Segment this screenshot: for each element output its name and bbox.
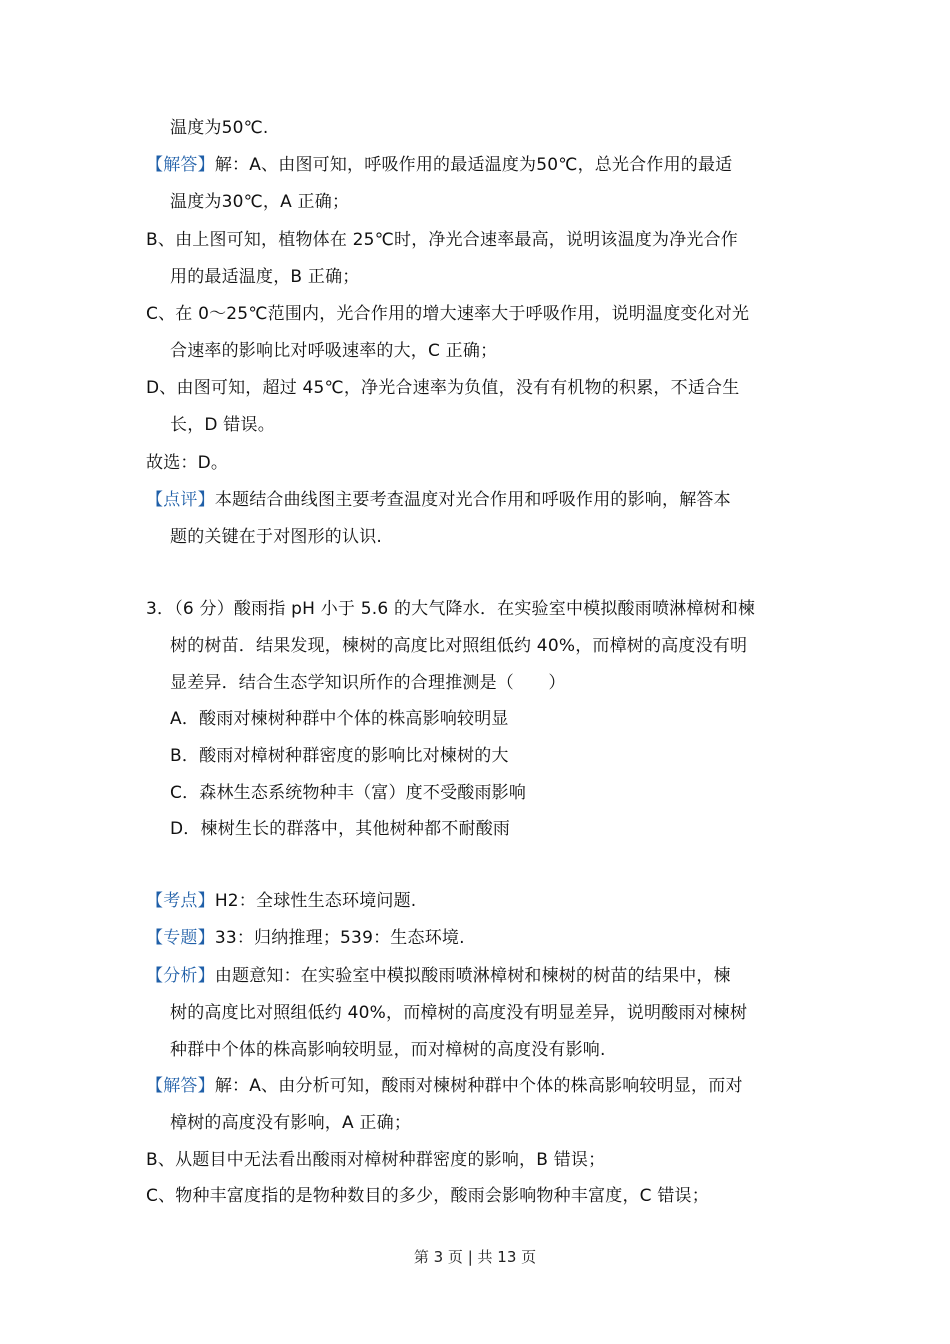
question-3-line-1: 3．（6 分）酸雨指 pH 小于 5.6 的大气降水．在实验室中模拟酸雨喷淋樟树和楝 xyxy=(146,599,756,619)
option-c: C．森林生态系统物种丰（富）度不受酸雨影响 xyxy=(170,783,527,803)
prev-answer-line-2: 温度为30℃，A 正确； xyxy=(170,192,350,212)
kaodian-text: H2：全球性生态环境问题. xyxy=(214,891,417,911)
comment-text: 本题结合曲线图主要考查温度对光合作用和呼吸作用的影响，解答本 xyxy=(214,490,731,510)
page-footer: 第 3 页 | 共 13 页 xyxy=(413,1248,537,1266)
option-a: A．酸雨对楝树种群中个体的株高影响较明显 xyxy=(170,709,509,729)
fenxi-line-3: 种群中个体的株高影响较明显，而对樟树的高度没有影响. xyxy=(170,1040,606,1060)
question-3-line-2: 树的树苗．结果发现，楝树的高度比对照组低约 40%，而樟树的高度没有明 xyxy=(170,636,748,656)
answer-text: 解：A、由图可知，呼吸作用的最适温度为50℃，总光合作用的最适 xyxy=(214,155,733,175)
fenxi-line-1 xyxy=(146,963,731,989)
option-b: B．酸雨对樟树种群密度的影响比对楝树的大 xyxy=(170,746,509,766)
zhuanti-text: 33：归纳推理；539：生态环境. xyxy=(214,928,465,948)
fenxi-tag: 【分析】 xyxy=(146,966,215,986)
jieda-text: 解：A、由分析可知，酸雨对楝树种群中个体的株高影响较明显，而对 xyxy=(214,1076,743,1096)
fenxi-text: 由题意知：在实验室中模拟酸雨喷淋樟树和楝树的树苗的结果中，楝 xyxy=(214,966,731,986)
prev-answer-b-line-2: 用的最适温度，B 正确； xyxy=(170,267,360,287)
prev-answer-choice: 故选：D。 xyxy=(146,453,229,473)
prev-answer-line-1 xyxy=(146,152,732,178)
comment-tag: 【点评】 xyxy=(146,490,215,510)
prev-comment-line-1 xyxy=(146,487,731,513)
prev-answer-c-line-1: C、在 0～25℃范围内，光合作用的增大速率大于呼吸作用，说明温度变化对光 xyxy=(146,304,750,324)
kaodian-tag: 【考点】 xyxy=(146,891,215,911)
jieda-line-1 xyxy=(146,1073,743,1099)
kaodian-line xyxy=(146,888,416,914)
prev-answer-c-line-2: 合速率的影响比对呼吸速率的大，C 正确； xyxy=(170,341,498,361)
prev-answer-d-line-2: 长，D 错误。 xyxy=(170,415,275,435)
jieda-tag: 【解答】 xyxy=(146,1076,215,1096)
jieda-line-2: 樟树的高度没有影响，A 正确； xyxy=(170,1113,412,1133)
answer-tag: 【解答】 xyxy=(146,155,215,175)
fenxi-line-2: 树的高度比对照组低约 40%，而樟树的高度没有明显差异，说明酸雨对楝树 xyxy=(170,1003,748,1023)
option-d: D．楝树生长的群落中，其他树种都不耐酸雨 xyxy=(170,819,511,839)
jieda-c-line: C、物种丰富度指的是物种数目的多少，酸雨会影响物种丰富度，C 错误； xyxy=(146,1186,709,1206)
prev-comment-line-2: 题的关键在于对图形的认识. xyxy=(170,527,383,547)
zhuanti-line xyxy=(146,925,465,951)
prev-answer-b-line-1: B、由上图可知，植物体在 25℃时，净光合速率最高，说明该温度为净光合作 xyxy=(146,230,738,250)
jieda-b-line: B、从题目中无法看出酸雨对樟树种群密度的影响，B 错误； xyxy=(146,1150,606,1170)
prev-answer-d-line-1: D、由图可知，超过 45℃，净光合速率为负值，没有有机物的积累，不适合生 xyxy=(146,378,740,398)
question-3-line-3: 显差异．结合生态学知识所作的合理推测是（ ） xyxy=(170,673,566,693)
prev-analysis-tail: 温度为50℃. xyxy=(170,118,269,138)
zhuanti-tag: 【专题】 xyxy=(146,928,215,948)
